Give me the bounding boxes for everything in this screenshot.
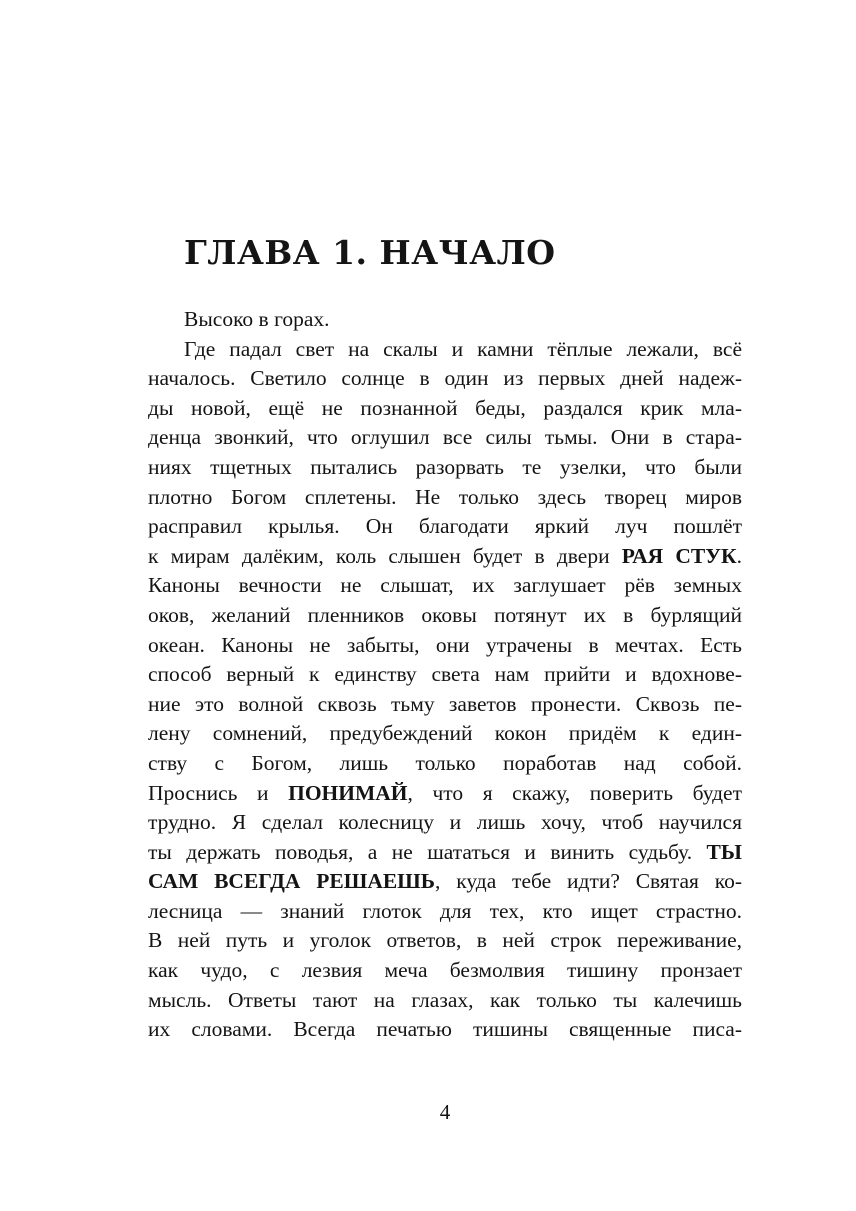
text-span: трудно. Я сделал колесницу и лишь хочу, чтоб научился: [148, 810, 742, 835]
text-span: Каноны вечности не слышат, их заглушает рёв земных: [148, 573, 742, 598]
text-line: [148, 956, 742, 986]
text-line: [148, 542, 742, 572]
text-span: их словами. Всегда печатью тишины священные писа-: [148, 1017, 742, 1042]
text-span: лену сомнений, предубеждений кокон придём к един-: [148, 721, 742, 746]
text-line: [148, 660, 742, 690]
text-span: оков, желаний пленников оковы потянут их в бурлящий: [148, 602, 742, 627]
text-line: [148, 897, 742, 927]
text-line: [148, 719, 742, 749]
text-line: [148, 986, 742, 1016]
emphasis-text: РАЯ СТУК: [621, 543, 737, 568]
text-span: океан. Каноны не забыты, они утрачены в мечтах. Есть: [148, 632, 742, 657]
text-line: [148, 571, 742, 601]
emphasis-text: ПОНИМАЙ: [288, 780, 408, 805]
text-span: Высоко в горах.: [184, 307, 330, 331]
text-span: способ верный к единству света нам прийти и вдохнове-: [148, 662, 742, 687]
text-line: [148, 483, 742, 513]
text-span: денца звонкий, что оглушил все силы тьмы. Они в стара-: [148, 425, 742, 450]
text-line: [148, 335, 742, 365]
chapter-body: [148, 305, 742, 1045]
text-span: ние это волной сквозь тьму заветов пронести. Сквозь пе-: [148, 691, 742, 716]
text-line: [148, 453, 742, 483]
page-number: 4: [439, 1100, 451, 1124]
text-span: началось. Светило солнце в один из первых дней надеж-: [148, 366, 742, 391]
text-span: ниях тщетных пытались разорвать те узелки, что были: [148, 454, 742, 479]
text-line: [148, 631, 742, 661]
chapter-title: ГЛАВА 1. НАЧАЛО: [184, 233, 556, 272]
text-span: ты держать поводья, а не шататься и винить судьбу.: [148, 839, 707, 864]
text-line: [148, 867, 742, 897]
emphasis-text: ТЫ: [706, 839, 742, 864]
text-span: мысль. Ответы тают на глазах, как только ты калечишь: [148, 987, 742, 1012]
text-span: как чудо, с лезвия меча безмолвия тишину пронзает: [148, 958, 742, 983]
text-line: [148, 394, 742, 424]
text-line: [148, 423, 742, 453]
emphasis-text: САМ ВСЕГДА РЕШАЕШЬ: [148, 869, 436, 894]
text-span: плотно Богом сплетены. Не только здесь творец миров: [148, 484, 742, 509]
text-span: Где падал свет на скалы и камни тёплые лежали, всё: [184, 336, 742, 361]
text-line: [148, 512, 742, 542]
text-line: [148, 926, 742, 956]
text-line: [148, 1015, 742, 1045]
text-span: , куда тебе идти? Святая ко-: [435, 869, 742, 894]
text-span: лесница — знаний глоток для тех, кто ищет страстно.: [148, 898, 742, 923]
text-span: Проснись и: [148, 780, 289, 805]
text-span: ству с Богом, лишь только поработав над собой.: [148, 750, 742, 775]
text-span: В ней путь и уголок ответов, в ней строк переживание,: [148, 928, 742, 953]
text-line: [148, 749, 742, 779]
text-span: к мирам далёким, коль слышен будет в двери: [148, 543, 622, 568]
text-line: [148, 779, 742, 809]
text-span: расправил крылья. Он благодати яркий луч пошлёт: [148, 514, 742, 539]
text-line: [148, 601, 742, 631]
text-line: [148, 838, 742, 868]
text-line: [148, 690, 742, 720]
text-line: [148, 305, 742, 335]
text-span: ды новой, ещё не познанной беды, раздался крик мла-: [148, 395, 742, 420]
text-span: , что я скажу, поверить будет: [407, 780, 742, 805]
text-line: [148, 808, 742, 838]
text-span: .: [736, 543, 742, 568]
text-line: [148, 364, 742, 394]
